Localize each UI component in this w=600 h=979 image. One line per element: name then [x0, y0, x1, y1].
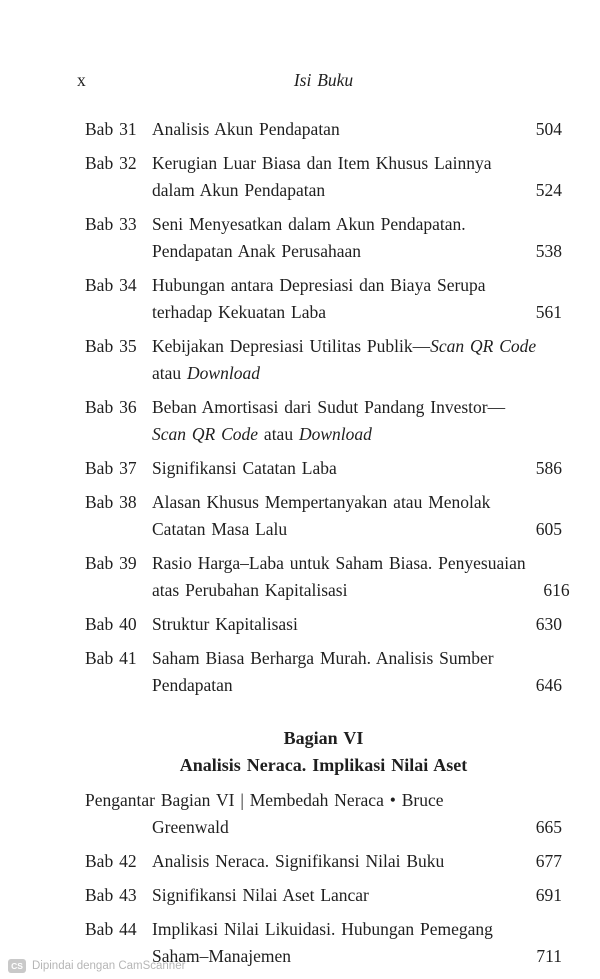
chapter-title-line: [152, 333, 536, 360]
chapter-title: [85, 787, 518, 841]
chapter-title-line: [152, 882, 518, 909]
chapter-title-line: [152, 299, 518, 326]
toc-entry: [85, 645, 562, 699]
chapter-title-line: [152, 943, 518, 970]
italic-text: Download: [298, 424, 372, 444]
text: atau: [152, 363, 188, 383]
chapter-title: [152, 550, 526, 604]
camscanner-logo-icon: CS: [8, 959, 26, 973]
chapter-title: [152, 455, 518, 482]
text: Pendapatan Anak Perusahaan: [152, 241, 362, 261]
page-number: 630: [535, 614, 562, 634]
chapter-label: Bab 34: [85, 275, 137, 295]
chapter-label: Bab 37: [85, 458, 137, 478]
text: Hubungan antara Depresiasi dan Biaya Serupa: [152, 275, 486, 295]
toc-entry: [85, 611, 562, 638]
chapter-title: [152, 611, 518, 638]
chapter-title-line: [85, 787, 518, 814]
chapter-label: Bab 38: [85, 492, 137, 512]
chapter-title-line: [152, 848, 518, 875]
text: atas Perubahan Kapitalisasi: [152, 580, 348, 600]
chapter-title-line: [152, 611, 518, 638]
toc-entry: [85, 333, 562, 387]
page-number: 616: [543, 580, 570, 600]
page-folio: x: [77, 70, 86, 90]
page-number: 605: [535, 519, 562, 539]
text: atau: [258, 424, 299, 444]
page-number: 538: [535, 241, 562, 261]
toc-entry: [85, 272, 562, 326]
text: terhadap Kekuatan Laba: [152, 302, 327, 322]
chapter-title: [152, 333, 536, 387]
text: Signifikansi Catatan Laba: [152, 458, 337, 478]
page-number: [518, 394, 562, 448]
section-heading: [85, 725, 562, 779]
page-number: 504: [535, 119, 562, 139]
italic-text: Scan QR Code: [152, 424, 259, 444]
chapter-label: Bab 32: [85, 153, 137, 173]
chapter-label: Bab 31: [85, 119, 137, 139]
chapter-title: [152, 211, 518, 265]
chapter-label: Bab 39: [85, 553, 137, 573]
toc-entry: [85, 550, 570, 604]
toc-entry: [85, 489, 562, 543]
chapter-title-line: [152, 116, 518, 143]
text: Beban Amortisasi dari Sudut Pandang Investor—: [152, 397, 506, 417]
page-number: 586: [535, 458, 562, 478]
text: Kebijakan Depresiasi Utilitas Publik—: [152, 336, 431, 356]
text: Greenwald: [152, 817, 229, 837]
section-heading-line: Bagian VI: [283, 728, 364, 748]
chapter-label: Bab 40: [85, 614, 137, 634]
page-number: 665: [535, 817, 562, 837]
chapter-title-line: [152, 211, 518, 238]
camscanner-watermark: [8, 959, 185, 973]
text: Analisis Akun Pendapatan: [152, 119, 340, 139]
running-head: [77, 70, 562, 90]
text: Saham–Manajemen: [152, 946, 291, 966]
chapter-title: [152, 272, 518, 326]
toc-entry: [85, 455, 562, 482]
chapter-title: [152, 882, 518, 909]
text: Alasan Khusus Mempertanyakan atau Menolak: [152, 492, 491, 512]
text: Implikasi Nilai Likuidasi. Hubungan Pemegang: [152, 919, 493, 939]
toc-entry: [85, 394, 562, 448]
chapter-label: Bab 33: [85, 214, 137, 234]
chapter-title-line: [152, 421, 518, 448]
chapter-title: [152, 645, 518, 699]
chapter-title: [152, 150, 518, 204]
toc-entry: [85, 848, 562, 875]
chapter-title: [152, 916, 518, 970]
chapter-title-line: [152, 455, 518, 482]
text: Pengantar Bagian VI | Membedah Neraca • Bruce: [85, 790, 444, 810]
chapter-title-line: [152, 177, 518, 204]
chapter-label: Bab 43: [85, 885, 137, 905]
chapter-title-line: [152, 645, 518, 672]
chapter-label: Bab 41: [85, 648, 137, 668]
chapter-label: Bab 35: [85, 336, 137, 356]
section-heading-line: Analisis Neraca. Implikasi Nilai Aset: [179, 755, 468, 775]
page-number: 646: [535, 675, 562, 695]
chapter-title: [152, 116, 518, 143]
text: Struktur Kapitalisasi: [152, 614, 298, 634]
text: Rasio Harga–Laba untuk Saham Biasa. Penyesuaian: [152, 553, 526, 573]
toc-entry: [85, 150, 562, 204]
text: Kerugian Luar Biasa dan Item Khusus Lainnya: [152, 153, 492, 173]
chapter-title: [152, 394, 518, 448]
text: Saham Biasa Berharga Murah. Analisis Sumber: [152, 648, 494, 668]
page-number: 691: [535, 885, 562, 905]
chapter-label: Bab 42: [85, 851, 137, 871]
toc-entry: [85, 882, 562, 909]
italic-text: Download: [187, 363, 260, 383]
page-number: 711: [536, 946, 562, 966]
page-number: 561: [535, 302, 562, 322]
toc-entry: [85, 116, 562, 143]
page-number: 677: [535, 851, 562, 871]
chapter-label: Bab 36: [85, 397, 137, 417]
chapter-title-line: [152, 672, 518, 699]
chapter-title-line: [152, 577, 526, 604]
chapter-title: [152, 848, 518, 875]
chapter-title-line: [152, 394, 518, 421]
toc-entry: [85, 211, 562, 265]
text: Signifikansi Nilai Aset Lancar: [152, 885, 369, 905]
italic-text: Scan QR Code: [430, 336, 537, 356]
text: Seni Menyesatkan dalam Akun Pendapatan.: [152, 214, 466, 234]
chapter-title-line: [85, 814, 518, 841]
chapter-title-line: [152, 516, 518, 543]
running-head-title: Isi Buku: [293, 70, 354, 90]
table-of-contents: [85, 116, 570, 970]
chapter-title-line: [152, 272, 518, 299]
text: dalam Akun Pendapatan: [152, 180, 326, 200]
page-number: 524: [535, 180, 562, 200]
chapter-title-line: [152, 238, 518, 265]
chapter-title-line: [152, 489, 518, 516]
text: Pendapatan: [152, 675, 233, 695]
text: Analisis Neraca. Signifikansi Nilai Buku: [152, 851, 445, 871]
page-number: [536, 333, 580, 387]
chapter-title-line: [152, 550, 526, 577]
camscanner-watermark-text: Dipindai dengan CamScanner: [32, 960, 186, 972]
chapter-title-line: [152, 150, 518, 177]
toc-intro-entry: [85, 787, 562, 841]
chapter-title: [152, 489, 518, 543]
chapter-title-line: [152, 360, 536, 387]
chapter-label: Bab 44: [85, 919, 137, 939]
chapter-title-line: [152, 916, 518, 943]
text: Catatan Masa Lalu: [152, 519, 288, 539]
